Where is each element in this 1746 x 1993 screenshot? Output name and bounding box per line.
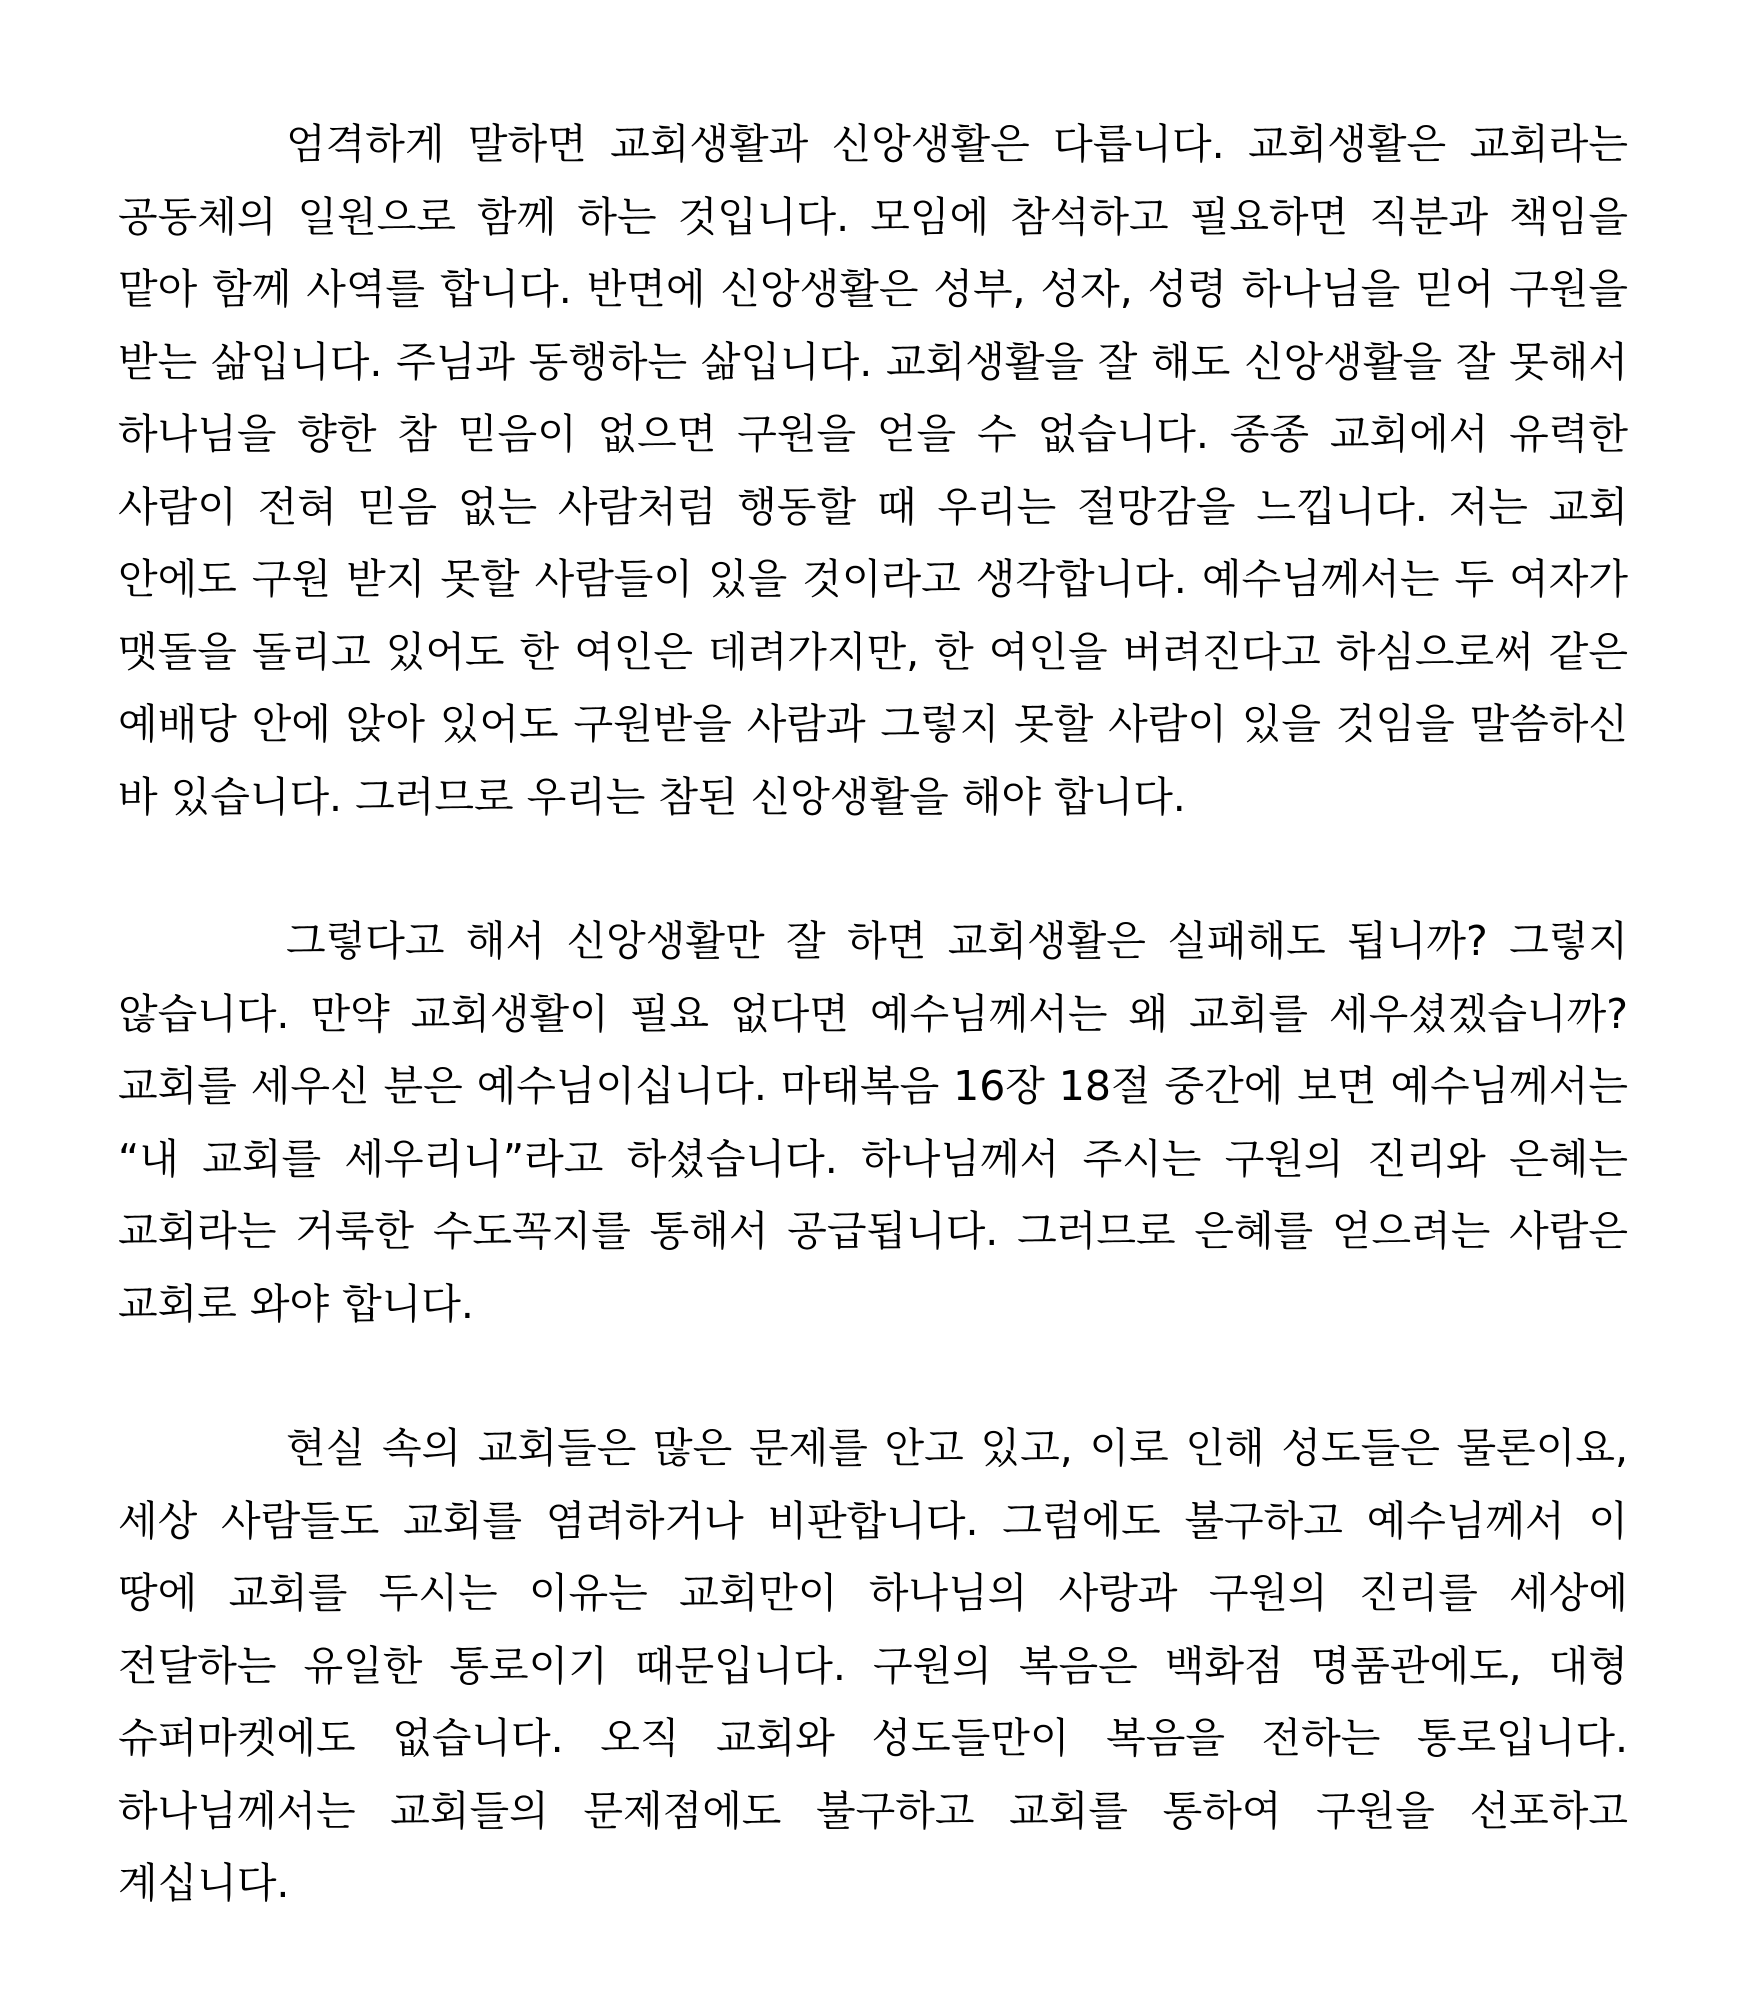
paragraph-church-life-necessity: 그렇다고 해서 신앙생활만 잘 하면 교회생활은 실패해도 됩니까? 그렇지 않습니다. 만약 교회생활이 필요 없다면 예수님께서는 왜 교회를 세우셨겠습니까? 교회를 세우신 분은 예수님이십니다. 마태복음 16장 18절 중간에 보면 예수님께서는 “내 교회를 세우리니”라고 하셨습니다. 하나님께서 주시는 구원의 진리와 은혜는 교회라는 거룩한 수도꼭지를 통해서 공급됩니다. 그러므로 은혜를 얻으려는 사람은 교회로 와야 합니다. [118, 917, 1628, 1328]
paragraph-church-vs-faith-life: 엄격하게 말하면 교회생활과 신앙생활은 다릅니다. 교회생활은 교회라는 공동체의 일원으로 함께 하는 것입니다. 모임에 참석하고 필요하면 직분과 책임을 맡아 함께 사역를 합니다. 반면에 신앙생활은 성부, 성자, 성령 하나님을 믿어 구원을 받는 삶입니다. 주님과 동행하는 삶입니다. 교회생활을 잘 해도 신앙생활을 잘 못해서 하나님을 향한 참 믿음이 없으면 구원을 얻을 수 없습니다. 종종 교회에서 유력한 사람이 전혀 믿음 없는 사람처럼 행동할 때 우리는 절망감을 느낍니다. 저는 교회 안에도 구원 받지 못할 사람들이 있을 것이라고 생각합니다. 예수님께서는 두 여자가 맷돌을 돌리고 있어도 한 여인은 데려가지만, 한 여인을 버려진다고 하심으로써 같은 예배당 안에 앉아 있어도 구원받을 사람과 그렇지 못할 사람이 있을 것임을 말씀하신 바 있습니다. 그러므로 우리는 참된 신앙생활을 해야 합니다. [118, 120, 1628, 821]
paragraph-church-channel-of-gospel: 현실 속의 교회들은 많은 문제를 안고 있고, 이로 인해 성도들은 물론이요, 세상 사람들도 교회를 염려하거나 비판합니다. 그럼에도 불구하고 예수님께서 이 땅에 교회를 두시는 이유는 교회만이 하나님의 사랑과 구원의 진리를 세상에 전달하는 유일한 통로이기 때문입니다. 구원의 복음은 백화점 명품관에도, 대형 슈퍼마켓에도 없습니다. 오직 교회와 성도들만이 복음을 전하는 통로입니다. 하나님께서는 교회들의 문제점에도 불구하고 교회를 통하여 구원을 선포하고 계십니다. [118, 1424, 1628, 1907]
document-body [118, 108, 1628, 1920]
